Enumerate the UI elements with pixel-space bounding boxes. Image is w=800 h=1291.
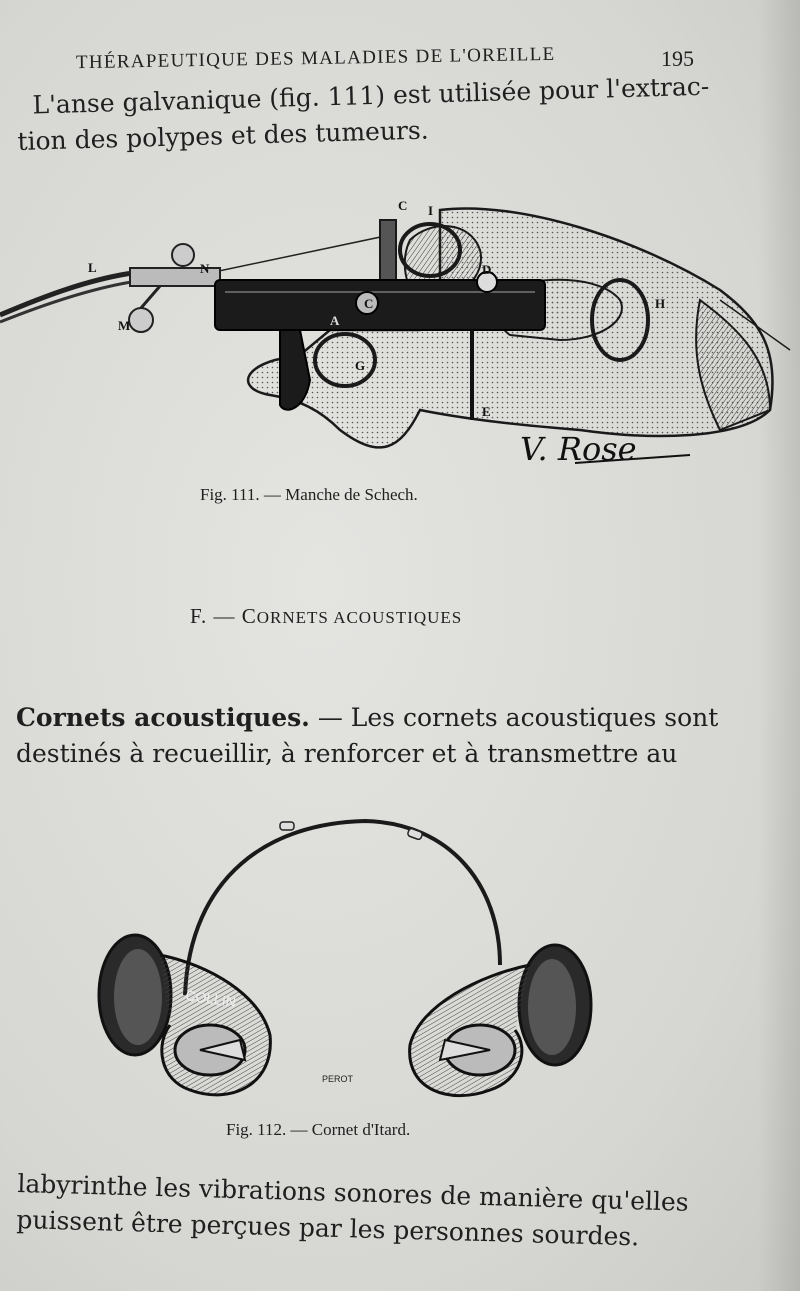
figure-letter: E [482, 404, 491, 419]
text-line-rest: — Les cornets acoustiques sont [309, 703, 719, 732]
section-title-initial: C [241, 604, 257, 628]
section-title-rest: ORNETS ACOUSTIQUES [256, 608, 463, 627]
figure-letter: M [118, 318, 131, 333]
cable-wire [0, 272, 140, 315]
text-line: tion des polypes et des tumeurs. [17, 115, 430, 156]
figure-letter: N [200, 261, 210, 276]
text-line: labyrinthe les vibrations sonores de manière qu'elles [17, 1168, 690, 1217]
section-letter: F. — [190, 604, 236, 628]
figure-111-caption: Fig. 111. — Manche de Schech. [200, 485, 418, 504]
paragraph-labyrinthe [16, 1166, 698, 1257]
paragraph-anse-galvanique [16, 69, 710, 160]
section-heading [190, 604, 462, 629]
figure-letter: D [482, 262, 492, 277]
engraver-credit: PEROT [322, 1074, 354, 1084]
band-clip [407, 828, 423, 840]
page-number: 195 [661, 46, 694, 71]
figure-112-cornet-itard [90, 805, 610, 1115]
right-ear-trumpet [410, 945, 591, 1096]
figure-112-caption: Fig. 112. — Cornet d'Itard. [226, 1120, 411, 1139]
screw-n [172, 244, 194, 266]
figure-letter: A [330, 313, 340, 328]
engraver-signature: V. Rose [520, 430, 637, 468]
paragraph-cornets-acoustiques [16, 700, 719, 772]
thin-wire [200, 235, 390, 275]
figure-letter: H [655, 296, 666, 311]
screw-m [129, 308, 153, 332]
run-in-heading: Cornets acoustiques. [16, 703, 310, 732]
figure-letter: G [355, 358, 366, 373]
figure-letter: C [364, 296, 374, 311]
text-line: L'anse galvanique (fig. 111) est utilisée pour l'extrac- [32, 71, 710, 120]
engraved-label: COLLIN [184, 987, 237, 1011]
figure-111-manche-de-schech [0, 180, 800, 480]
band-clip [280, 822, 294, 830]
text-line: destinés à recueillir, à renforcer et à transmettre au [16, 739, 678, 768]
headband-arc [185, 821, 500, 995]
figure-letter: I [428, 203, 434, 218]
left-ear-trumpet [99, 935, 270, 1095]
figure-letter: C [398, 198, 408, 213]
running-title: THÉRAPEUTIQUE DES MALADIES DE L'OREILLE [75, 43, 556, 74]
text-line: puissent être perçues par les personnes sourdes. [16, 1204, 640, 1252]
figure-letter: L [88, 260, 97, 275]
screw-post [141, 286, 160, 308]
text-line [16, 700, 719, 736]
